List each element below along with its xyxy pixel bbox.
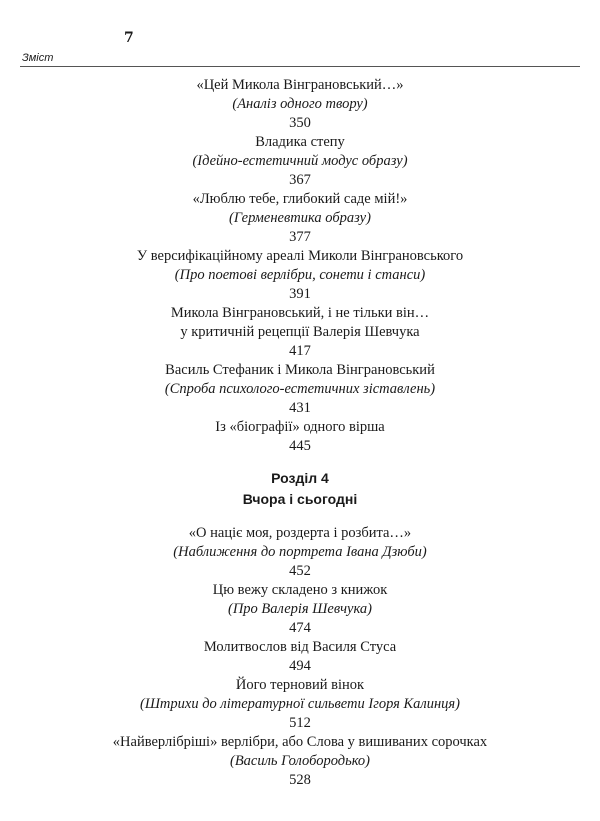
toc-entry-page: 391 (289, 286, 311, 302)
toc-entry-page: 367 (289, 172, 311, 188)
toc-entry-title[interactable]: «Цей Микола Вінграновський…» (196, 77, 404, 93)
toc-entry-subtitle: (Про поетові верлібри, сонети і станси) (174, 267, 426, 283)
toc-entry-title[interactable]: Василь Стефаник і Микола Вінграновський (165, 362, 435, 378)
toc-entry-page: 431 (289, 400, 311, 416)
toc-entry-title[interactable]: Молитвослов від Василя Стуса (203, 639, 397, 655)
toc-entry-title[interactable]: Його терновий вінок (235, 677, 365, 693)
toc-entry-subtitle: (Наближення до портрета Івана Дзюби) (173, 544, 427, 560)
toc-entry-subtitle: (Герменевтика образу) (229, 210, 371, 226)
toc-entry-title[interactable]: «О націє моя, роздерта і розбита…» (188, 525, 412, 541)
toc-entry-page: 350 (289, 115, 311, 131)
header-rule (20, 66, 580, 67)
toc-entry-page: 445 (289, 438, 311, 454)
page-number: 7 (124, 30, 134, 46)
toc-entry-title[interactable]: Микола Вінграновський, і не тільки він… (170, 305, 430, 321)
toc-entry-page: 474 (289, 620, 311, 636)
toc-entry-subtitle: (Ідейно-естетичний модус образу) (192, 153, 408, 169)
running-head: Зміст (22, 52, 54, 64)
toc-entry-page: 494 (289, 658, 311, 674)
toc-entry-page: 528 (289, 772, 311, 788)
toc-entry-title[interactable]: Цю вежу складено з книжок (212, 582, 388, 598)
toc-entry-page: 377 (289, 229, 311, 245)
section-label: Розділ 4 (271, 470, 329, 486)
toc-entry-subtitle: (Аналіз одного твору) (232, 96, 368, 112)
toc-entry-title[interactable]: «Люблю тебе, глибокий саде мій!» (192, 191, 408, 207)
section-title: Вчора і сьогодні (242, 491, 358, 507)
toc-entry-page: 512 (289, 715, 311, 731)
toc-entry-page: 417 (289, 343, 311, 359)
toc-entry-subtitle: (Штрихи до літературної сильвети Ігоря Калинця) (139, 696, 461, 712)
toc-entry-page: 452 (289, 563, 311, 579)
toc-entry-title[interactable]: Із «біографії» одного вірша (215, 419, 385, 435)
table-of-contents (0, 76, 600, 790)
toc-entry-title-continued: у критичній рецепції Валерія Шевчука (180, 324, 420, 340)
toc-entry-subtitle: (Василь Голобородько) (229, 753, 370, 769)
toc-entry-subtitle: (Про Валерія Шевчука) (227, 601, 372, 617)
toc-entry-title[interactable]: «Найверлібріші» верлібри, або Слова у вишиваних сорочках (112, 734, 488, 750)
toc-entry-title[interactable]: У версифікаційному ареалі Миколи Вінграновського (136, 248, 464, 264)
toc-entry-subtitle: (Спроба психолого-естетичних зіставлень) (164, 381, 436, 397)
toc-entry-title[interactable]: Владика степу (255, 134, 345, 150)
